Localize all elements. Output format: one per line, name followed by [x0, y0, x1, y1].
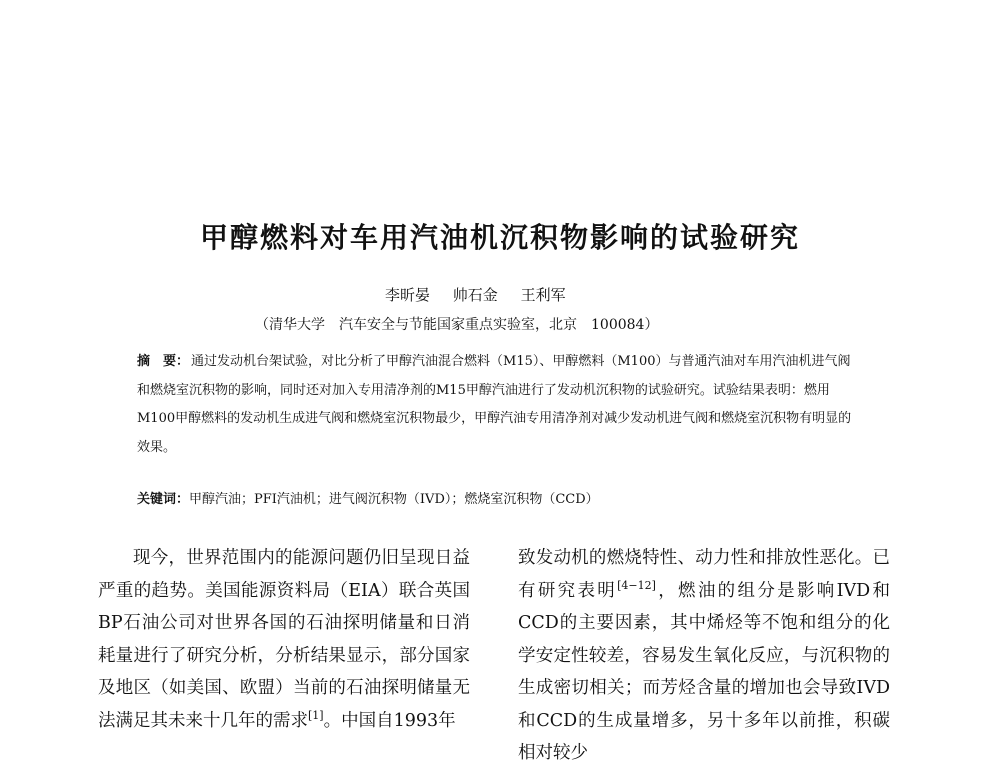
- body-column-right: [518, 542, 890, 770]
- author-name: 王利军: [520, 286, 566, 304]
- paper-title: 甲醇燃料对车用汽油机沉积物影响的试验研究: [199, 221, 800, 254]
- keywords-text: 甲醇汽油；PFI汽油机；进气阀沉积物（IVD）；燃烧室沉积物（CCD）: [189, 492, 599, 507]
- body-text: ，燃油的组分是影响IVD和CCD的主要因素，其中烯烃等不饱和组分的化学安定性较差，容易发生氧化反应，与沉积物的生成密切相关；而芳烃含量的增加也会导致IVD和CCD的生成量增多，另十多年以前推，积碳相对较少: [518, 580, 890, 763]
- author-list: [385, 284, 584, 305]
- body-column-left: [98, 542, 470, 737]
- abstract-label: 摘 要：: [137, 354, 190, 369]
- author-name: 李昕晏: [385, 286, 431, 304]
- affiliation: （清华大学 汽车安全与节能国家重点实验室，北京 100084）: [255, 317, 659, 333]
- keywords-label: 关键词：: [137, 492, 190, 507]
- author-name: 帅石金: [452, 286, 498, 304]
- citation-ref: [4−12]: [617, 578, 656, 592]
- abstract-text: 通过发动机台架试验，对比分析了甲醇汽油混合燃料（M15）、甲醇燃料（M100）与普通汽油对车用汽油机进气阀和燃烧室沉积物的影响，同时还对加入专用清净剂的M15甲醇汽油进行了发动机沉积物的试验研究。试验结果表明：燃用M100甲醇燃料的发动机生成进气阀和燃烧室沉积物最少，甲醇汽油专用清净剂对减少发动机进气阀和燃烧室沉积物有明显的效果。: [137, 354, 852, 455]
- abstract: [137, 348, 857, 462]
- body-text: 致发动机的燃烧特性、动力性和排放性恶化。已有研究表明: [518, 548, 890, 601]
- body-text: 现今，世界范围内的能源问题仍旧呈现日益严重的趋势。美国能源资料局（EIA）联合英国BP石油公司对世界各国的石油探明储量和日消耗量进行了研究分析，分析结果显示，部分国家及地区（如美国、欧盟）当前的石油探明储量无法满足其未来十几年的需求: [98, 548, 470, 731]
- body-text: 。中国自1993年: [323, 710, 456, 731]
- citation-ref: [1]: [308, 708, 324, 722]
- keywords: [137, 486, 857, 514]
